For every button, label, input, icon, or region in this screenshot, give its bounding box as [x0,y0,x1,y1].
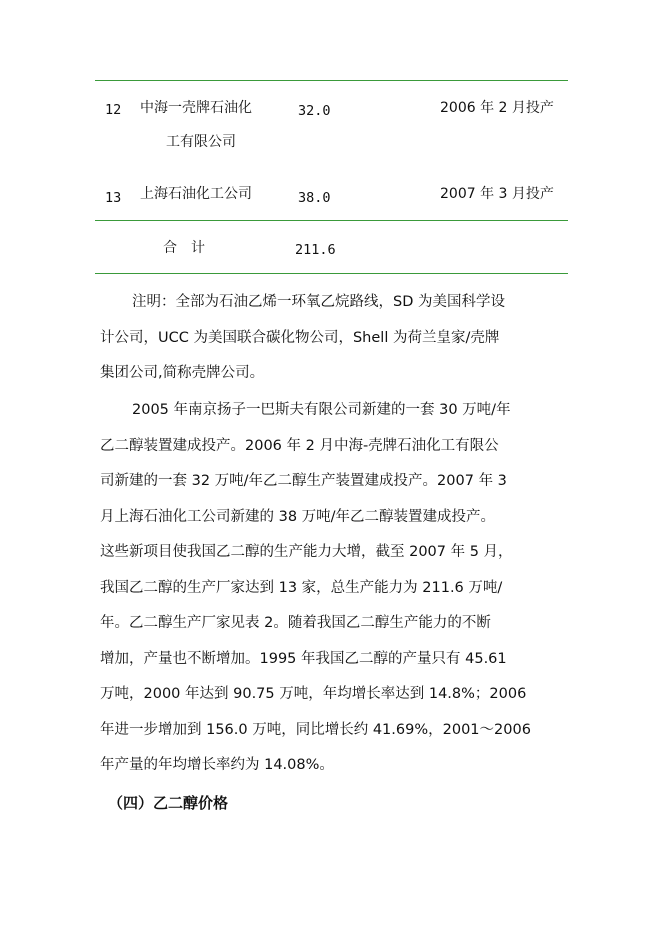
paragraph-line: 增加，产量也不断增加。1995 年我国乙二醇的产量只有 45.61 [100,650,507,667]
paragraph-line: 年。乙二醇生产厂家见表 2。随着我国乙二醇生产能力的不断 [100,615,491,631]
total-label: 合 计 [163,240,205,256]
production-status: 2007 年 3 月投产 [440,186,554,202]
note-line: 注明：全部为石油乙烯一环氧乙烷路线，SD 为美国科学设 [132,294,505,310]
company-name-line1: 上海石油化工公司 [140,186,252,202]
note-line: 集团公司,简称壳牌公司。 [100,365,265,381]
row-number: 13 [105,190,122,206]
table-top-rule [95,80,568,81]
production-status: 2006 年 2 月投产 [440,100,554,116]
paragraph-line: 乙二醇装置建成投产。2006 年 2 月中海-壳牌石油化工有限公 [100,437,499,454]
paragraph-line: 年产量的年均增长率约为 14.08%。 [100,757,334,773]
paragraph-line: 我国乙二醇的生产厂家达到 13 家，总生产能力为 211.6 万吨/ [100,579,503,596]
note-line: 计公司，UCC 为美国联合碳化物公司，Shell 为荷兰皇家/壳牌 [100,329,500,346]
body-paragraph [100,393,562,784]
company-name-line1: 中海一壳牌石油化 [140,100,252,116]
table-total-rule [95,220,568,221]
paragraph-line: 这些新项目使我国乙二醇的生产能力大增，截至 2007 年 5 月， [100,544,513,560]
total-value: 211.6 [295,242,336,258]
paragraph-line: 年进一步增加到 156.0 万吨，同比增长约 41.69%，2001～2006 [100,721,531,738]
paragraph-line: 2005 年南京扬子一巴斯夫有限公司新建的一套 30 万吨/年 [132,402,511,418]
paragraph-line: 司新建的一套 32 万吨/年乙二醇生产装置建成投产。2007 年 3 [100,473,507,489]
paragraph-line: 月上海石油化工公司新建的 38 万吨/年乙二醇装置建成投产。 [100,508,496,525]
paragraph-line: 万吨，2000 年达到 90.75 万吨，年均增长率达到 14.8%；2006 [100,686,527,702]
table-note [100,285,562,392]
company-name-line2: 工有限公司 [166,134,236,150]
capacity-value: 38.0 [298,190,331,206]
capacity-value: 32.0 [298,103,331,119]
row-number: 12 [105,102,122,118]
section-heading: （四）乙二醇价格 [108,794,229,812]
table-bottom-rule [95,273,568,274]
